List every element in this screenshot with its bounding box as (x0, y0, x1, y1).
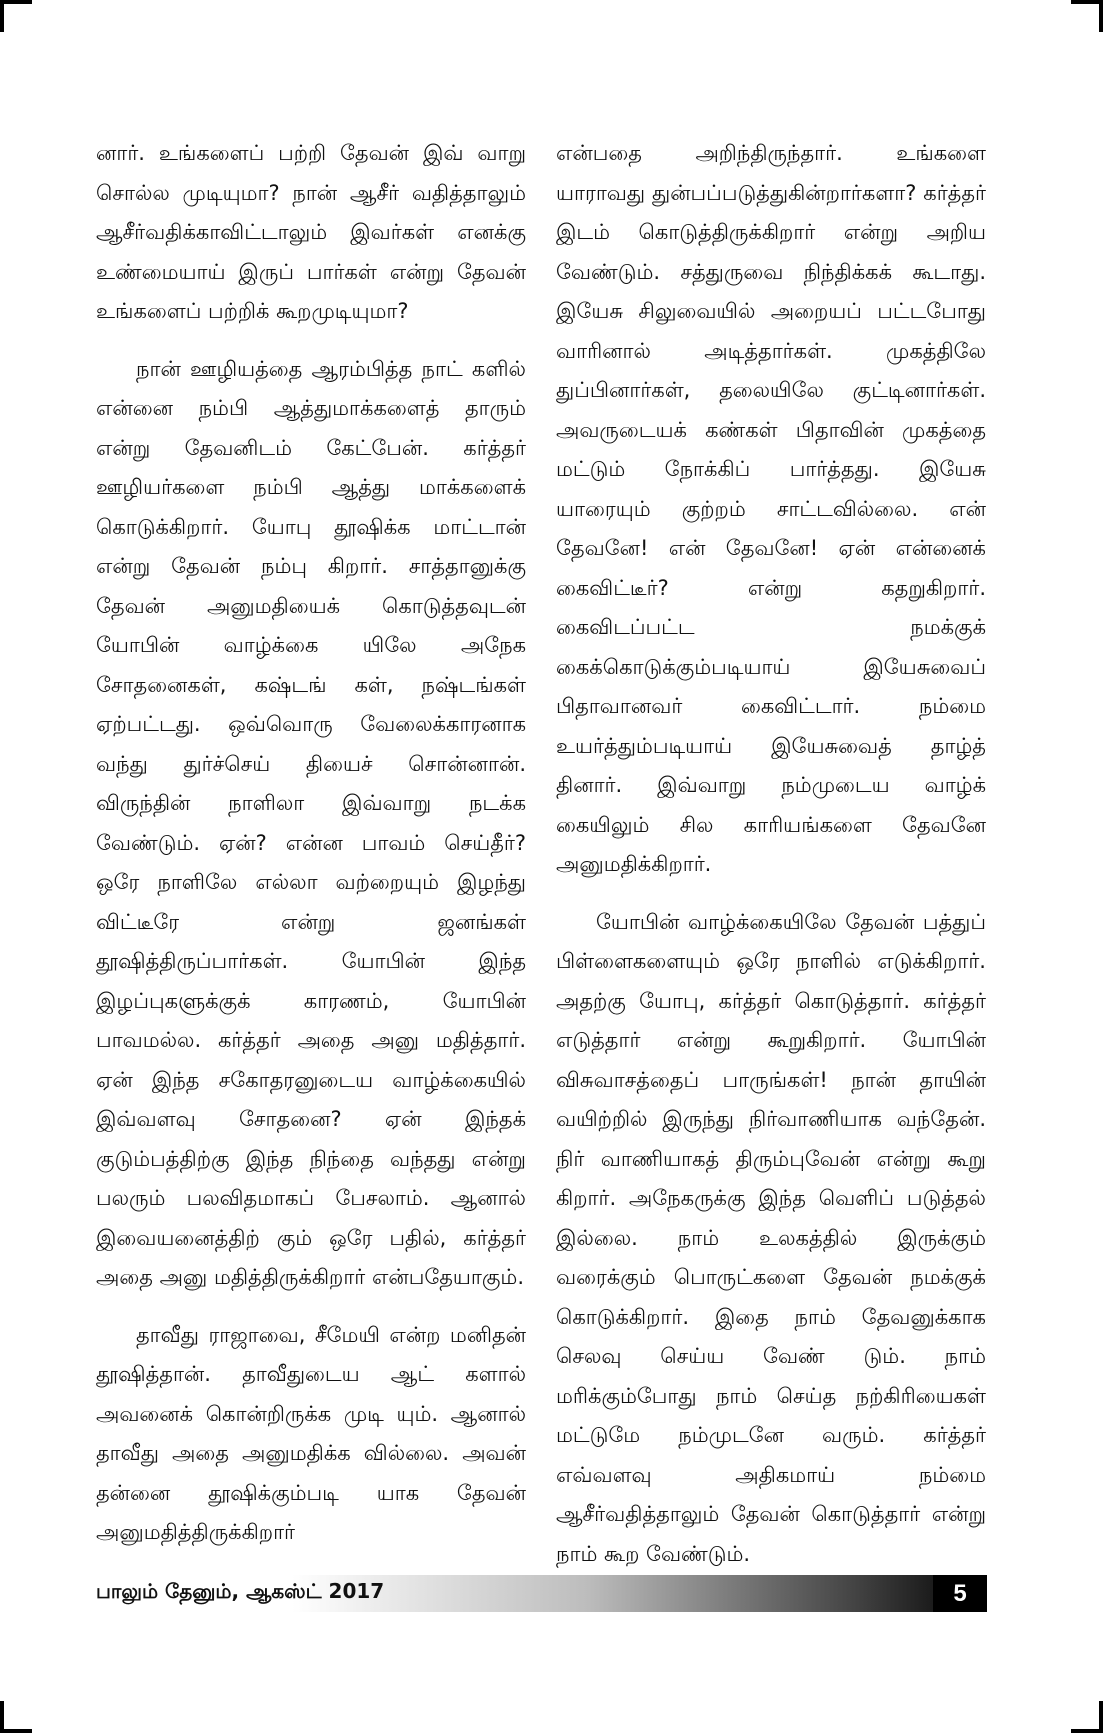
right-paragraph-2: யோபின் வாழ்க்கையிலே தேவன் பத்துப் பிள்ளைகளையும் ஒரே நாளில் எடுக்கிறார். அதற்கு யோபு, கர்த்தர் கொடுத்தார். கர்த்தர் எடுத்தார் என்று கூறுகிறார். யோபின் விசுவாசத்தைப் பாருங்கள்! நான் தாயின் வயிற்றில் இருந்து நிர்வாணியாக வந்தேன். நிர் வாணியாகத் திரும்புவேன் என்று கூறு கிறார். அநேகருக்கு இந்த வெளிப் படுத்தல் இல்லை. நாம் உலகத்தில் இருக்கும் வரைக்கும் பொருட்களை தேவன் நமக்குக் கொடுக்கிறார். இதை நாம் தேவனுக்காக செலவு செய்ய வேண் டும். நாம் மரிக்கும்போது நாம் செய்த நற்கிரியைகள் மட்டுமே நம்முடனே வரும். கர்த்தர் எவ்வளவு அதிகமாய் நம்மை ஆசீர்வதித்தாலும் தேவன் கொடுத்தார் என்று நாம் கூற வேண்டும். (556, 909, 986, 1566)
corner-mark-top-left (0, 0, 32, 32)
left-paragraph-3: தாவீது ராஜாவை, சீமேயி என்ற மனிதன் தூஷித்தான். தாவீதுடைய ஆட் களால் அவனைக் கொன்றிருக்க முடி யும். ஆனால் தாவீது அதை அனுமதிக்க வில்லை. அவன் தன்னை தூஷிக்கும்படி யாக தேவன் அனுமதித்திருக்கிறார் (96, 1322, 526, 1544)
corner-mark-bottom-left (0, 1701, 32, 1733)
page-footer (96, 1575, 987, 1612)
left-paragraph-2: நான் ஊழியத்தை ஆரம்பித்த நாட் களில் என்னை நம்பி ஆத்துமாக்களைத் தாரும் என்று தேவனிடம் கேட்பேன். கர்த்தர் ஊழியர்களை நம்பி ஆத்து மாக்களைக் கொடுக்கிறார். யோபு தூஷிக்க மாட்டான் என்று தேவன் நம்பு கிறார். சாத்தானுக்கு தேவன் அனுமதியைக் கொடுத்தவுடன் யோபின் வாழ்க்கை யிலே அநேக சோதனைகள், கஷ்டங் கள், நஷ்டங்கள் ஏற்பட்டது. ஒவ்வொரு வேலைக்காரனாக வந்து துர்ச்செய் தியைச் சொன்னான். விருந்தின் நாளிலா இவ்வாறு நடக்க வேண்டும். ஏன்? என்ன பாவம் செய்தீர்? ஒரே நாளிலே எல்லா வற்றையும் இழந்து விட்டீரே என்று ஜனங்கள் தூஷித்திருப்பார்கள். யோபின் இந்த இழப்புகளுக்குக் காரணம், யோபின் பாவமல்ல. கர்த்தர் அதை அனு மதித்தார். ஏன் இந்த சகோதரனுடைய வாழ்க்கையில் இவ்வளவு சோதனை? ஏன் இந்தக் குடும்பத்திற்கு இந்த நிந்தை வந்தது என்று பலரும் பலவிதமாகப் பேசலாம். ஆனால் இவையனைத்திற் கும் ஒரே பதில், கர்த்தர் அதை அனு மதித்திருக்கிறார் என்பதேயாகும். (96, 356, 526, 1289)
right-paragraph-1: என்பதை அறிந்திருந்தார். உங்களை யாராவது துன்பப்படுத்துகின்றார்களா? கர்த்தர் இடம் கொடுத்திருக்கிறார் என்று அறிய வேண்டும். சத்துருவை நிந்திக்கக் கூடாது. இயேசு சிலுவையில் அறையப் பட்டபோது வாரினால் அடித்தார்கள். முகத்திலே துப்பினார்கள், தலையிலே குட்டினார்கள். அவருடையக் கண்கள் பிதாவின் முகத்தை மட்டும் நோக்கிப் பார்த்தது. இயேசு யாரையும் குற்றம் சாட்டவில்லை. என் தேவனே! என் தேவனே! ஏன் என்னைக் கைவிட்டீர்? என்று கதறுகிறார். கைவிடப்பட்ட நமக்குக் கைக்கொடுக்கும்படியாய் இயேசுவைப் பிதாவானவர் கைவிட்டார். நம்மை உயர்த்தும்படியாய் இயேசுவைத் தாழ்த் தினார். இவ்வாறு நம்முடைய வாழ்க் கையிலும் சில காரியங்களை தேவனே அனுமதிக்கிறார். (556, 141, 986, 876)
page-number: 5 (933, 1575, 987, 1612)
left-column (96, 134, 526, 1553)
corner-mark-bottom-right (1071, 1701, 1103, 1733)
left-paragraph-1: னார். உங்களைப் பற்றி தேவன் இவ் வாறு சொல்ல முடியுமா? நான் ஆசீர் வதித்தாலும் ஆசீர்வதிக்காவிட்டாலும் இவர்கள் எனக்கு உண்மையாய் இருப் பார்கள் என்று தேவன் உங்களைப் பற்றிக் கூறமுடியுமா? (96, 141, 526, 323)
right-column (556, 134, 986, 1574)
publication-title: பாலும் தேனும், ஆகஸ்ட் 2017 (96, 1579, 385, 1603)
corner-mark-top-right (1071, 0, 1103, 32)
